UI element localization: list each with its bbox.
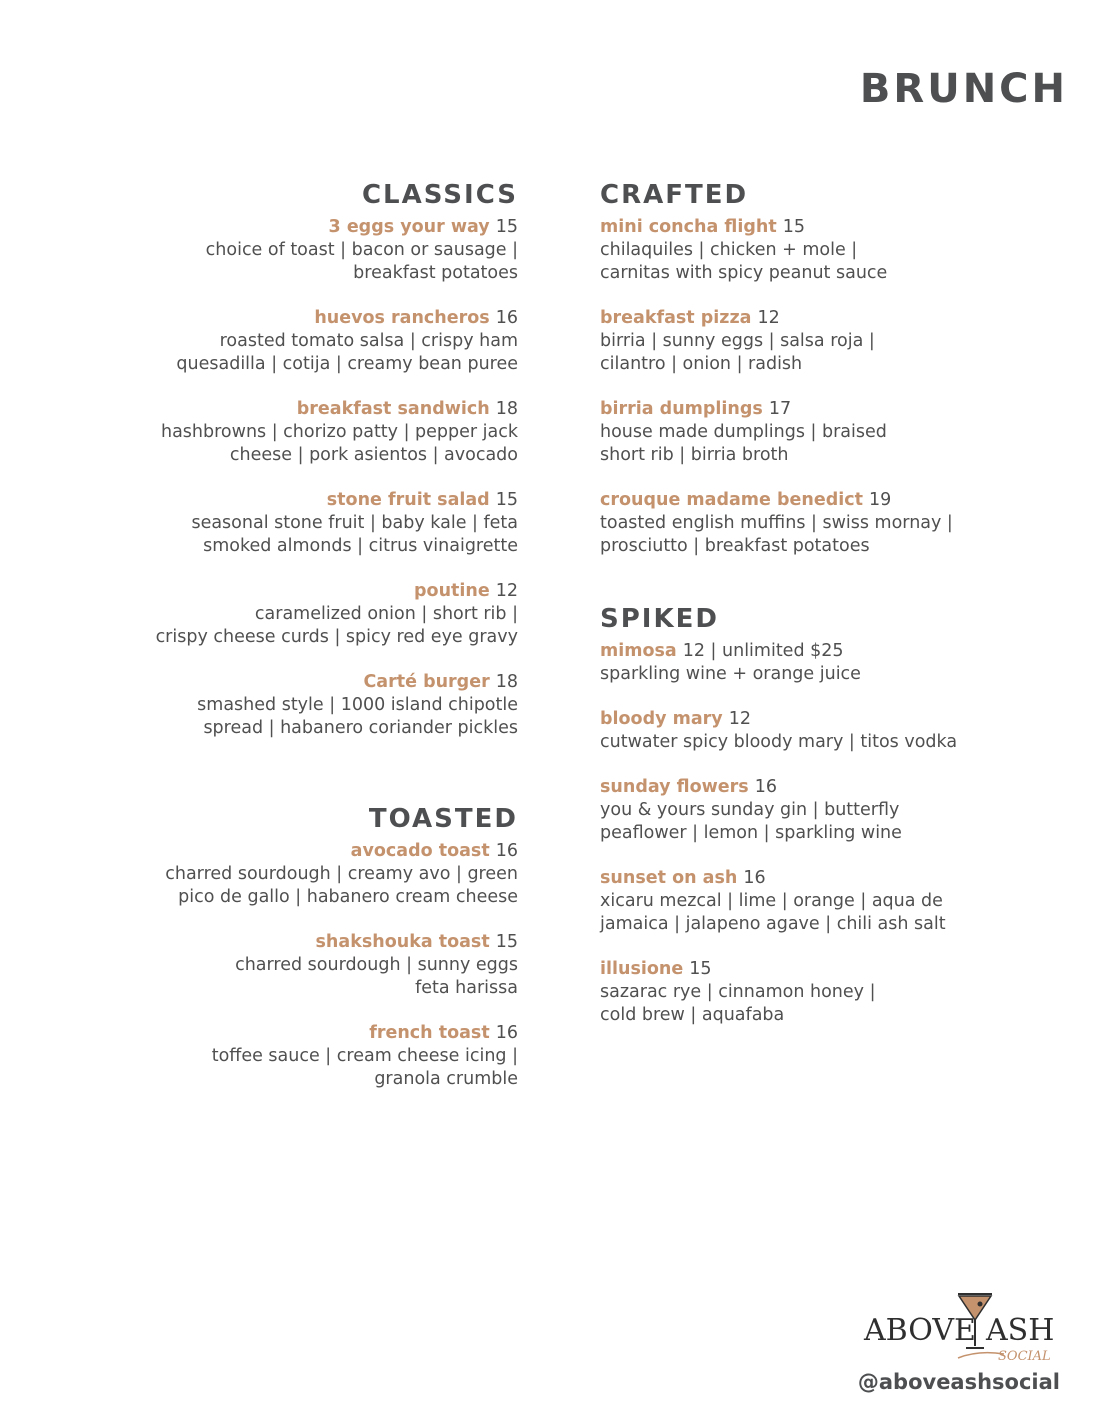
menu-item xyxy=(118,216,518,285)
menu-item-description: toasted english muffins | swiss mornay | xyxy=(600,513,953,533)
menu-item-description: xicaru mezcal | lime | orange | aqua de xyxy=(600,891,943,911)
menu-item-description: pico de gallo | habanero cream cheese xyxy=(178,887,518,907)
section-heading-toasted: TOASTED xyxy=(368,804,518,834)
menu-item-name: stone fruit salad xyxy=(326,490,490,510)
menu-item-description: granola crumble xyxy=(374,1069,518,1089)
menu-item-price: 12 xyxy=(728,709,751,729)
menu-item-description: house made dumplings | braised xyxy=(600,422,887,442)
menu-item-description: peaflower | lemon | sparkling wine xyxy=(600,823,902,843)
menu-item-header xyxy=(600,708,1020,731)
menu-item-description: charred sourdough | creamy avo | green xyxy=(165,864,518,884)
menu-item-name: poutine xyxy=(414,581,490,601)
menu-item-header xyxy=(600,489,1020,512)
menu-item xyxy=(118,489,518,558)
menu-item xyxy=(118,307,518,376)
toasted-list xyxy=(118,840,518,1091)
menu-item-name: mini concha flight xyxy=(600,217,777,237)
menu-item xyxy=(118,840,518,909)
menu-item-description: sazarac rye | cinnamon honey | xyxy=(600,982,876,1002)
menu-item-price: 15 xyxy=(782,217,805,237)
menu-item-header xyxy=(118,671,518,694)
menu-item-price: 12 xyxy=(495,581,518,601)
menu-item-name: bloody mary xyxy=(600,709,723,729)
menu-item-name: sunset on ash xyxy=(600,868,738,888)
menu-item-description: smoked almonds | citrus vinaigrette xyxy=(203,536,518,556)
menu-item-price: 16 xyxy=(754,777,777,797)
menu-item-description: jamaica | jalapeno agave | chili ash salt xyxy=(600,914,946,934)
menu-item-header xyxy=(600,867,1020,890)
page-title: BRUNCH xyxy=(859,66,1068,112)
menu-item-name: shakshouka toast xyxy=(315,932,490,952)
menu-item-description: cheese | pork asientos | avocado xyxy=(229,445,518,465)
menu-item-description: you & yours sunday gin | butterfly xyxy=(600,800,900,820)
menu-item-name: illusione xyxy=(600,959,684,979)
menu-item-description: seasonal stone fruit | baby kale | feta xyxy=(191,513,518,533)
menu-item xyxy=(600,708,1020,754)
menu-item-name: breakfast sandwich xyxy=(296,399,490,419)
menu-item-price: 15 xyxy=(495,932,518,952)
menu-item-price: 16 xyxy=(495,308,518,328)
menu-item-name: birria dumplings xyxy=(600,399,763,419)
menu-item-price: 18 xyxy=(495,672,518,692)
menu-item-name: mimosa xyxy=(600,641,677,661)
menu-item-name: french toast xyxy=(369,1023,490,1043)
menu-item-name: avocado toast xyxy=(350,841,490,861)
menu-item-price: 16 xyxy=(495,841,518,861)
menu-item-header xyxy=(118,1022,518,1045)
menu-item-price: 19 xyxy=(869,490,892,510)
spiked-list xyxy=(600,640,1020,1027)
menu-item xyxy=(118,931,518,1000)
menu-item-description: crispy cheese curds | spicy red eye gravy xyxy=(155,627,518,647)
menu-item xyxy=(118,398,518,467)
crafted-section xyxy=(600,180,1020,580)
menu-item-header xyxy=(600,776,1020,799)
classics-section xyxy=(118,180,518,762)
menu-item-description: toffee sauce | cream cheese icing | xyxy=(211,1046,518,1066)
menu-item-description: breakfast potatoes xyxy=(353,263,518,283)
logo-text-ash: ASH xyxy=(986,1313,1055,1348)
menu-item-price: 16 xyxy=(495,1023,518,1043)
menu-item xyxy=(600,489,1020,558)
menu-item-header xyxy=(118,931,518,954)
menu-item-price: 12 | unlimited $25 xyxy=(682,641,844,661)
menu-item-description: smashed style | 1000 island chipotle xyxy=(197,695,518,715)
menu-item xyxy=(600,958,1020,1027)
menu-item-name: huevos rancheros xyxy=(314,308,490,328)
menu-item-description: cutwater spicy bloody mary | titos vodka xyxy=(600,732,958,752)
section-heading-classics: CLASSICS xyxy=(361,180,518,210)
menu-item-header xyxy=(118,216,518,239)
menu-item-description: caramelized onion | short rib | xyxy=(254,604,518,624)
menu-item-header xyxy=(118,307,518,330)
menu-item xyxy=(600,216,1020,285)
menu-item xyxy=(600,398,1020,467)
menu-item-header xyxy=(118,580,518,603)
menu-item-name: crouque madame benedict xyxy=(600,490,863,510)
menu-item-description: chilaquiles | chicken + mole | xyxy=(600,240,858,260)
menu-item-name: breakfast pizza xyxy=(600,308,752,328)
menu-item-description: prosciutto | breakfast potatoes xyxy=(600,536,870,556)
menu-item-description: roasted tomato salsa | crispy ham xyxy=(219,331,518,351)
menu-item-name: 3 eggs your way xyxy=(328,217,490,237)
menu-item-description: spread | habanero coriander pickles xyxy=(203,718,518,738)
menu-item-name: sunday flowers xyxy=(600,777,749,797)
menu-item-price: 15 xyxy=(495,490,518,510)
menu-item-description: hashbrowns | chorizo patty | pepper jack xyxy=(160,422,518,442)
menu-item-header xyxy=(118,840,518,863)
menu-item-price: 15 xyxy=(689,959,712,979)
section-heading-spiked: SPIKED xyxy=(600,604,719,634)
menu-item-description: cold brew | aquafaba xyxy=(600,1005,785,1025)
menu-item-header xyxy=(600,216,1020,239)
menu-item-price: 16 xyxy=(743,868,766,888)
section-heading-crafted: CRAFTED xyxy=(600,180,749,210)
menu-item-header xyxy=(600,640,1020,663)
menu-item-description: feta harissa xyxy=(415,978,518,998)
social-handle: @aboveashsocial xyxy=(857,1370,1060,1394)
menu-item-price: 15 xyxy=(495,217,518,237)
menu-item xyxy=(118,671,518,740)
menu-item-description: quesadilla | cotija | creamy bean puree xyxy=(176,354,518,374)
crafted-list xyxy=(600,216,1020,558)
menu-item-description: short rib | birria broth xyxy=(600,445,789,465)
logo-text-above: ABOVE xyxy=(864,1313,976,1348)
menu-item-description: choice of toast | bacon or sausage | xyxy=(205,240,518,260)
menu-item xyxy=(118,1022,518,1091)
menu-item-description: charred sourdough | sunny eggs xyxy=(235,955,518,975)
menu-item-header xyxy=(118,398,518,421)
menu-item-name: Carté burger xyxy=(363,672,490,692)
menu-item-price: 18 xyxy=(495,399,518,419)
menu-item-price: 17 xyxy=(768,399,792,419)
menu-item xyxy=(600,307,1020,376)
toasted-section xyxy=(118,804,518,1113)
menu-item-description: carnitas with spicy peanut sauce xyxy=(600,263,888,283)
menu-item-description: birria | sunny eggs | salsa roja | xyxy=(600,331,875,351)
menu-item xyxy=(600,640,1020,686)
above-ash-social-logo xyxy=(858,1288,1068,1366)
menu-item-description: sparkling wine + orange juice xyxy=(600,664,861,684)
menu-item-description: cilantro | onion | radish xyxy=(600,354,803,374)
menu-item-header xyxy=(600,398,1020,421)
menu-item-header xyxy=(600,307,1020,330)
menu-item-header xyxy=(118,489,518,512)
menu-item-header xyxy=(600,958,1020,981)
menu-item xyxy=(600,867,1020,936)
menu-item xyxy=(118,580,518,649)
spiked-section xyxy=(600,604,1020,1049)
logo-text-social: SOCIAL xyxy=(998,1349,1051,1364)
menu-item-price: 12 xyxy=(757,308,780,328)
classics-list xyxy=(118,216,518,740)
menu-item xyxy=(600,776,1020,845)
